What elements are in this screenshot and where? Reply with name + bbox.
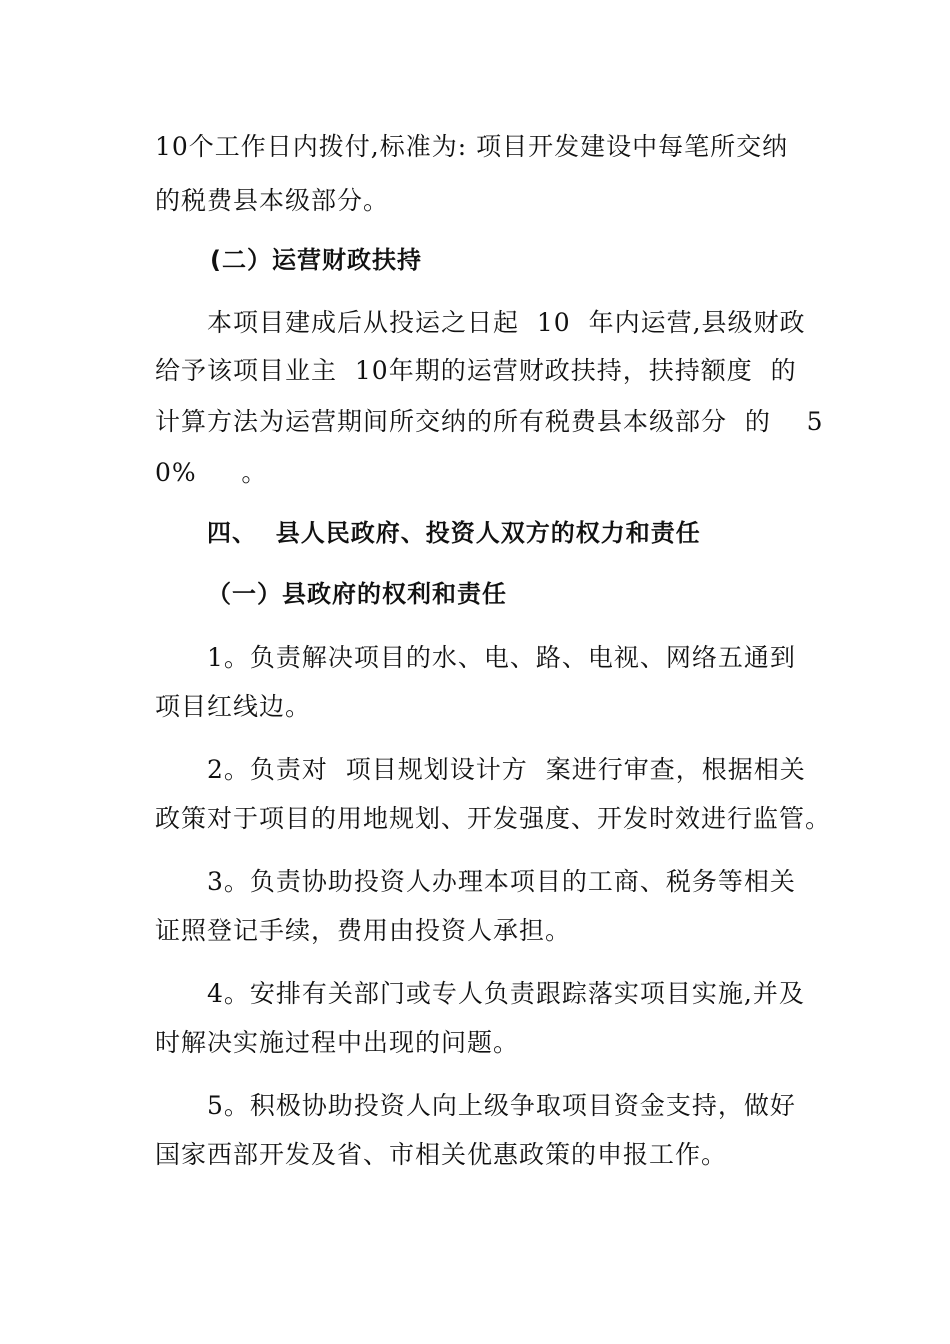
chapter-heading: 四、 县人民政府、投资人双方的权力和责任 (207, 519, 701, 547)
paragraph-line: 0% 。 (155, 458, 268, 487)
list-item-line: 项目红线边。 (155, 692, 312, 721)
list-item-line: 2。负责对 项目规划设计方 案进行审查，根据相关 (207, 755, 806, 784)
paragraph-line: 10个工作日内拨付,标准为: 项目开发建设中每笔所交纳 (155, 132, 789, 161)
list-item-line: 4。安排有关部门或专人负责跟踪落实项目实施,并及 (207, 979, 805, 1008)
paragraph-line: 计算方法为运营期间所交纳的所有税费县本级部分 的 5 (155, 407, 824, 436)
paragraph-line: 给予该项目业主 10年期的运营财政扶持，扶持额度 的 (155, 356, 797, 385)
list-item-line: 时解决实施过程中出现的问题。 (155, 1028, 520, 1057)
list-item-line: 3。负责协助投资人办理本项目的工商、税务等相关 (207, 867, 796, 896)
list-item-line: 政策对于项目的用地规划、开发强度、开发时效进行监管。 (155, 804, 832, 833)
list-item-line: 1。负责解决项目的水、电、路、电视、网络五通到 (207, 643, 796, 672)
section-heading: （一）县政府的权利和责任 (207, 580, 507, 608)
paragraph-line: 的税费县本级部分。 (155, 186, 390, 215)
list-item-line: 证照登记手续，费用由投资人承担。 (155, 916, 572, 945)
list-item-line: 国家西部开发及省、市相关优惠政策的申报工作。 (155, 1140, 728, 1169)
list-item-line: 5。积极协助投资人向上级争取项目资金支持，做好 (207, 1091, 796, 1120)
paragraph-line: 本项目建成后从投运之日起 10 年内运营,县级财政 (207, 308, 806, 337)
section-heading: (二）运营财政扶持 (210, 246, 422, 274)
